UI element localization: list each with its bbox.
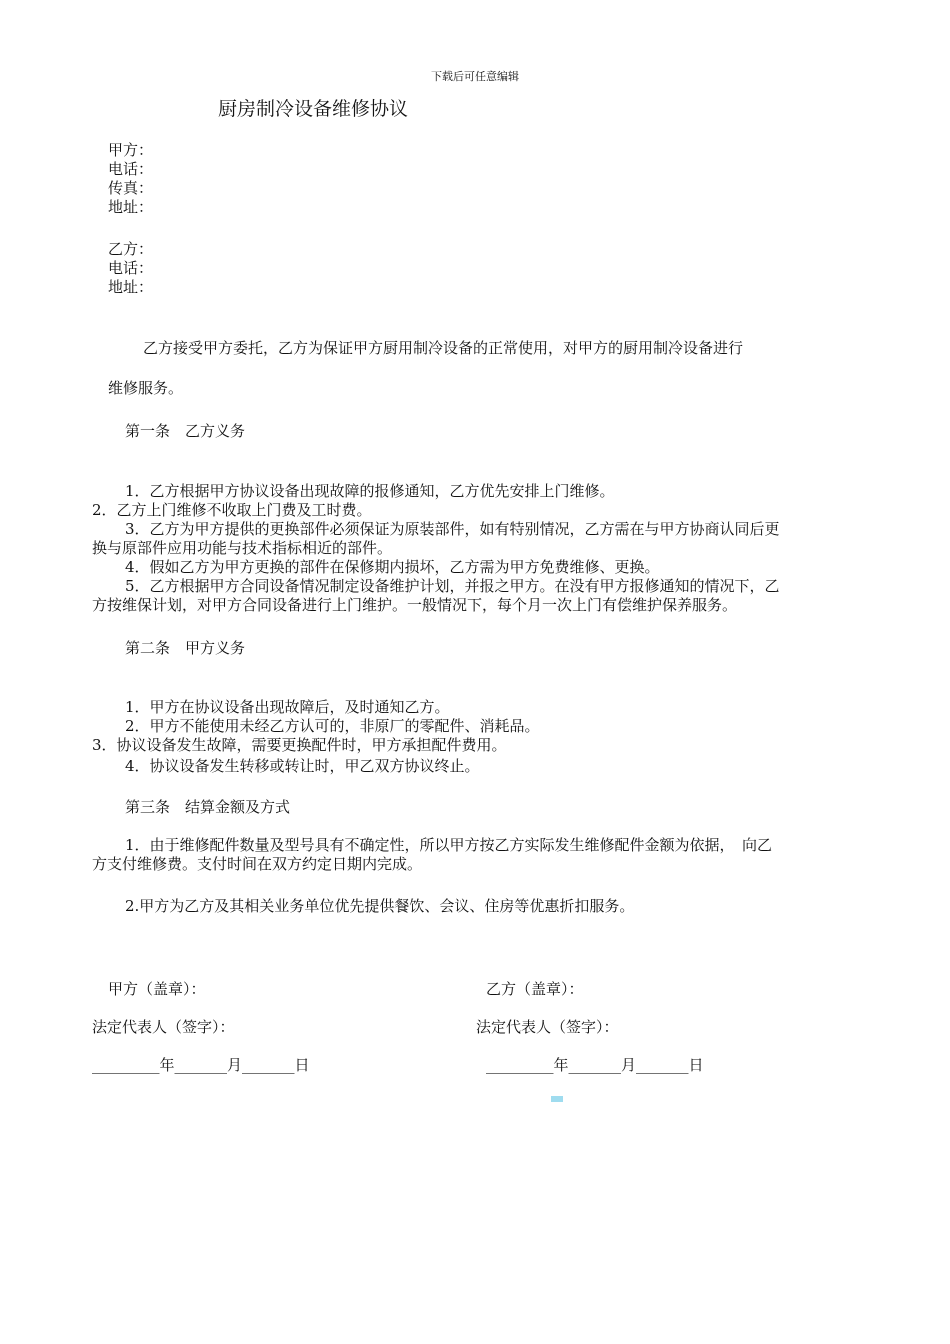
article1-item: 2．乙方上门维修不收取上门费及工时费。 <box>92 501 372 519</box>
article2-heading: 第二条 甲方义务 <box>125 639 246 657</box>
article3-item: 1．由于维修配件数量及型号具有不确定性，所以甲方按乙方实际发生维修配件金额为依据， 向乙 <box>125 836 773 854</box>
document-title: 厨房制冷设备维修协议 <box>218 98 409 120</box>
party-a-date: _________年_______月_______日 <box>92 1056 310 1074</box>
article2-item: 1．甲方在协议设备出现故障后，及时通知乙方。 <box>125 698 450 716</box>
party-b-seal: 乙方（盖章）： <box>486 980 584 998</box>
article2-item: 4．协议设备发生转移或转让时，甲乙双方协议终止。 <box>125 757 480 775</box>
intro-line: 维修服务。 <box>108 379 184 397</box>
decorative-mark <box>551 1096 563 1102</box>
party-a-seal: 甲方（盖章）： <box>108 980 206 998</box>
article1-item: 5．乙方根据甲方合同设备情况制定设备维护计划，并报之甲方。在没有甲方报修通知的情况下，乙 <box>125 577 780 595</box>
article1-heading: 第一条 乙方义务 <box>125 422 246 440</box>
article1-item: 3．乙方为甲方提供的更换部件必须保证为原装部件，如有特别情况，乙方需在与甲方协商认同后更 <box>125 520 780 538</box>
intro-line: 乙方接受甲方委托，乙方为保证甲方厨用制冷设备的正常使用，对甲方的厨用制冷设备进行 <box>143 339 744 357</box>
party-b-name: 乙方： <box>108 240 154 258</box>
article3-item: 方支付维修费。支付时间在双方约定日期内完成。 <box>92 855 423 873</box>
party-a-representative: 法定代表人（签字）： <box>92 1018 235 1036</box>
party-a-name: 甲方： <box>108 141 154 159</box>
party-b-phone: 电话： <box>108 259 154 277</box>
party-a-fax: 传真： <box>108 179 154 197</box>
party-b-address: 地址： <box>108 278 154 296</box>
article1-item: 方按维保计划，对甲方合同设备进行上门维护。一般情况下，每个月一次上门有偿维护保养服务。 <box>92 596 738 614</box>
article3-heading: 第三条 结算金额及方式 <box>125 798 291 816</box>
article1-item: 1．乙方根据甲方协议设备出现故障的报修通知，乙方优先安排上门维修。 <box>125 482 615 500</box>
article2-item: 2．甲方不能使用未经乙方认可的，非原厂的零配件、消耗品。 <box>125 717 540 735</box>
party-a-phone: 电话： <box>108 160 154 178</box>
party-b-representative: 法定代表人（签字）： <box>476 1018 619 1036</box>
article2-item: 3．协议设备发生故障，需要更换配件时，甲方承担配件费用。 <box>92 736 507 754</box>
article1-item: 4．假如乙方为甲方更换的部件在保修期内损坏，乙方需为甲方免费维修、更换。 <box>125 558 660 576</box>
article1-item: 换与原部件应用功能与技术指标相近的部件。 <box>92 539 393 557</box>
party-b-date: _________年_______月_______日 <box>486 1056 704 1074</box>
header-note: 下载后可任意编辑 <box>431 70 519 83</box>
party-a-address: 地址： <box>108 198 154 216</box>
article3-item: 2.甲方为乙方及其相关业务单位优先提供餐饮、会议、住房等优惠折扣服务。 <box>125 897 635 915</box>
